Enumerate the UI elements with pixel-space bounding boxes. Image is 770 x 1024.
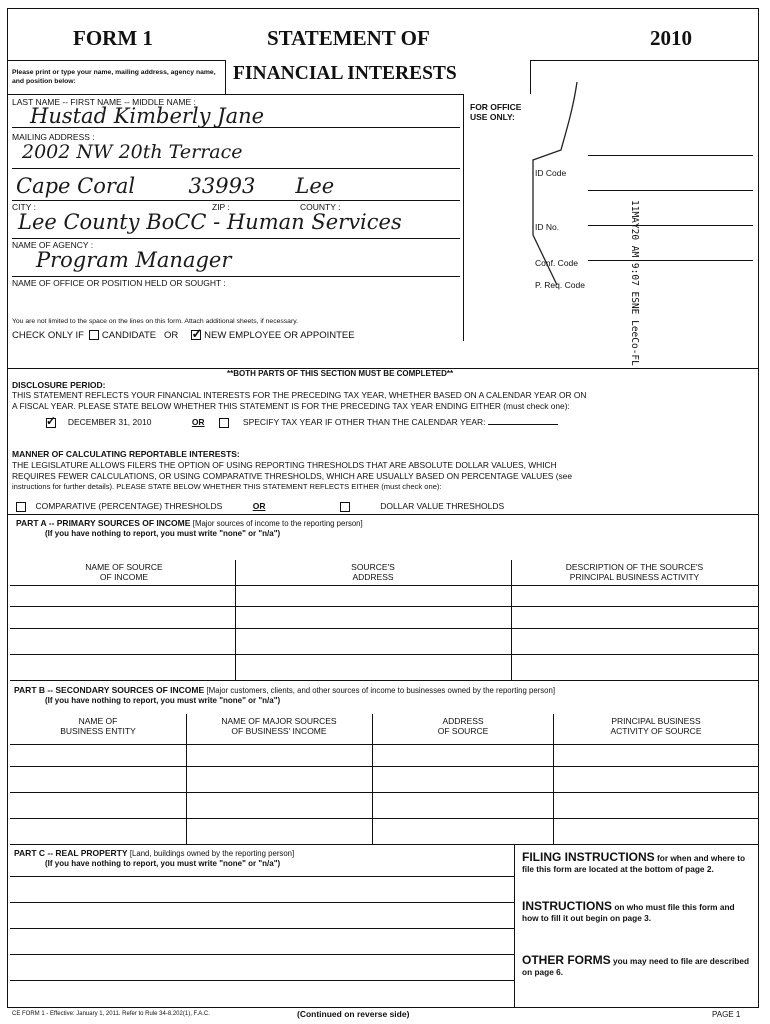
- dollar-label: DOLLAR VALUE THRESHOLDS: [380, 501, 505, 511]
- receipt-stamp: 11MAY20 AM 9:07 ESNE LeeCo-FL: [629, 200, 640, 366]
- filing-head: FILING INSTRUCTIONS: [522, 850, 655, 864]
- checkmark-icon: ✓: [46, 413, 57, 428]
- or-1: OR: [191, 417, 205, 427]
- id-no-label: ID No.: [535, 222, 560, 232]
- part-c-heading: PART C -- REAL PROPERTY: [14, 848, 128, 858]
- period-title: DISCLOSURE PERIOD:: [12, 380, 106, 390]
- office-use-line2: USE ONLY:: [470, 112, 515, 122]
- conf-code-label: Conf. Code: [535, 258, 578, 268]
- part-a-col-1: NAME OF SOURCE OF INCOME: [85, 562, 163, 582]
- footer-page: PAGE 1: [712, 1010, 741, 1019]
- part-a-heading: PART A -- PRIMARY SOURCES OF INCOME: [16, 518, 191, 528]
- county-label: COUNTY :: [300, 202, 341, 212]
- threshold-options: [16, 501, 504, 512]
- header-step-left: [225, 60, 226, 94]
- other-forms-block: [522, 955, 750, 978]
- name-label: LAST NAME -- FIRST NAME -- MIDDLE NAME :: [12, 97, 196, 107]
- part-c-subtitle: (If you have nothing to report, you must write "none" or "n/a"): [45, 859, 281, 868]
- instructions-block: [522, 901, 750, 924]
- period-text-2: A FISCAL YEAR. PLEASE STATE BELOW WHETHER THIS STATEMENT IS FOR THE PRECEDING TAX YEAR ENDING EITHER (must check one):: [12, 401, 570, 411]
- part-a-subtitle: (If you have nothing to report, you must write "none" or "n/a"): [45, 529, 281, 538]
- part-b-col-2: NAME OF MAJOR SOURCES OF BUSINESS' INCOME: [221, 716, 337, 736]
- position-value[interactable]: Program Manager: [36, 248, 232, 272]
- candidate-checkbox[interactable]: [89, 330, 99, 340]
- part-a-title: [16, 518, 363, 528]
- dollar-checkbox[interactable]: [340, 502, 350, 512]
- part-a-col-2: SOURCE'S ADDRESS: [351, 562, 395, 582]
- year: 2010: [650, 26, 692, 50]
- address-line2[interactable]: Cape Coral 33993 Lee: [16, 174, 335, 198]
- manner-text-2: REQUIRES FEWER CALCULATIONS, OR USING COMPARATIVE THRESHOLDS, WHICH ARE USUALLY BASED ON PERCENTAGE VALUES (see: [12, 471, 572, 481]
- agency-value[interactable]: Lee County BoCC - Human Services: [18, 210, 402, 234]
- zip-label: ZIP :: [212, 202, 230, 212]
- instr-tail: on who must file this form and how to fill it out begin on page 3.: [522, 902, 735, 923]
- period-options: [46, 413, 558, 428]
- part-b-col-3: ADDRESS OF SOURCE: [437, 716, 489, 736]
- space-note: You are not limited to the space on the lines on this form. Attach additional sheets, if necessary.: [12, 318, 299, 325]
- id-code-label: ID Code: [535, 168, 567, 178]
- position-label: NAME OF OFFICE OR POSITION HELD OR SOUGHT :: [12, 278, 226, 288]
- both-parts-note: **BOTH PARTS OF THIS SECTION MUST BE COMPLETED**: [227, 369, 454, 378]
- form-title: FORM 1: [73, 26, 153, 50]
- other-head: OTHER FORMS: [522, 953, 611, 967]
- part-b-note: [Major customers, clients, and other sources of income to businesses owned by the reporting person]: [206, 686, 555, 695]
- check-row: [12, 326, 355, 342]
- other-tail: you may need to file are described on page 6.: [522, 956, 750, 977]
- part-b-title: [14, 685, 555, 695]
- part-b-col-4: PRINCIPAL BUSINESS ACTIVITY OF SOURCE: [610, 716, 702, 736]
- header-instructions: Please print or type your name, mailing address, agency name, and position below:: [12, 69, 216, 85]
- manner-text-3: instructions for further details). PLEASE STATE BELOW WHETHER THIS STATEMENT REFLECTS EITHER (must check one):: [12, 482, 442, 491]
- dec31-label: DECEMBER 31, 2010: [67, 417, 152, 427]
- office-use-line1: FOR OFFICE: [470, 102, 522, 112]
- candidate-label: CANDIDATE: [101, 330, 157, 341]
- check-only-if: CHECK ONLY IF: [12, 330, 84, 341]
- specify-checkbox[interactable]: [219, 418, 229, 428]
- footer-continued: (Continued on reverse side): [297, 1009, 410, 1019]
- filing-tail: for when and where to file this form are located at the bottom of page 2.: [522, 853, 746, 874]
- filing-instructions: [522, 852, 750, 875]
- mailing-label: MAILING ADDRESS :: [12, 132, 95, 142]
- office-use-title: [470, 102, 521, 122]
- or-label: OR: [164, 330, 179, 341]
- part-a-note: [Major sources of income to the reporting person]: [192, 519, 363, 528]
- statement-title-line1: STATEMENT OF: [267, 26, 430, 50]
- comparative-label: COMPARATIVE (PERCENTAGE) THRESHOLDS: [35, 501, 223, 511]
- part-b-heading: PART B -- SECONDARY SOURCES OF INCOME: [14, 685, 205, 695]
- part-b-col-1: NAME OF BUSINESS ENTITY: [60, 716, 136, 736]
- agency-label: NAME OF AGENCY :: [12, 240, 94, 250]
- new-employee-checkbox[interactable]: [191, 326, 203, 342]
- manner-text-1: THE LEGISLATURE ALLOWS FILERS THE OPTION OF USING REPORTING THRESHOLDS THAT ARE ABSOLUTE DOLLAR VALUES, WHICH: [12, 460, 557, 470]
- dec31-checkbox[interactable]: [46, 413, 57, 428]
- new-employee-label: NEW EMPLOYEE OR APPOINTEE: [204, 330, 355, 341]
- statement-title-line2: FINANCIAL INTERESTS: [233, 63, 457, 84]
- header-divider: [7, 60, 225, 61]
- office-use-scribble: [525, 80, 585, 300]
- header-divider-right: [530, 60, 759, 61]
- comparative-checkbox[interactable]: [16, 502, 26, 512]
- manner-title: MANNER OF CALCULATING REPORTABLE INTERESTS:: [12, 449, 240, 459]
- or-2: OR: [252, 501, 266, 511]
- p-req-code-label: P. Req. Code: [535, 280, 585, 290]
- part-b-subtitle: (If you have nothing to report, you must write "none" or "n/a"): [45, 696, 281, 705]
- city-label: CITY :: [12, 202, 36, 212]
- period-text-1: THIS STATEMENT REFLECTS YOUR FINANCIAL INTERESTS FOR THE PRECEDING TAX YEAR, WHETHER BASED ON A CALENDAR YEAR OR ON: [12, 390, 587, 400]
- address-line1[interactable]: 2002 NW 20th Terrace: [22, 141, 243, 163]
- part-c-title: [14, 848, 294, 858]
- footer-effective: CE FORM 1 - Effective: January 1, 2011. Refer to Rule 34-8.202(1), F.A.C.: [12, 1011, 210, 1017]
- specify-label: SPECIFY TAX YEAR IF OTHER THAN THE CALENDAR YEAR:: [242, 417, 486, 427]
- name-value[interactable]: Hustad Kimberly Jane: [30, 104, 265, 128]
- checkmark-icon: ✓: [191, 326, 203, 342]
- part-c-note: [Land, buildings owned by the reporting person]: [129, 849, 295, 858]
- instr-head: INSTRUCTIONS: [522, 899, 612, 913]
- part-a-col-3: DESCRIPTION OF THE SOURCE'S PRINCIPAL BUSINESS ACTIVITY: [565, 562, 704, 582]
